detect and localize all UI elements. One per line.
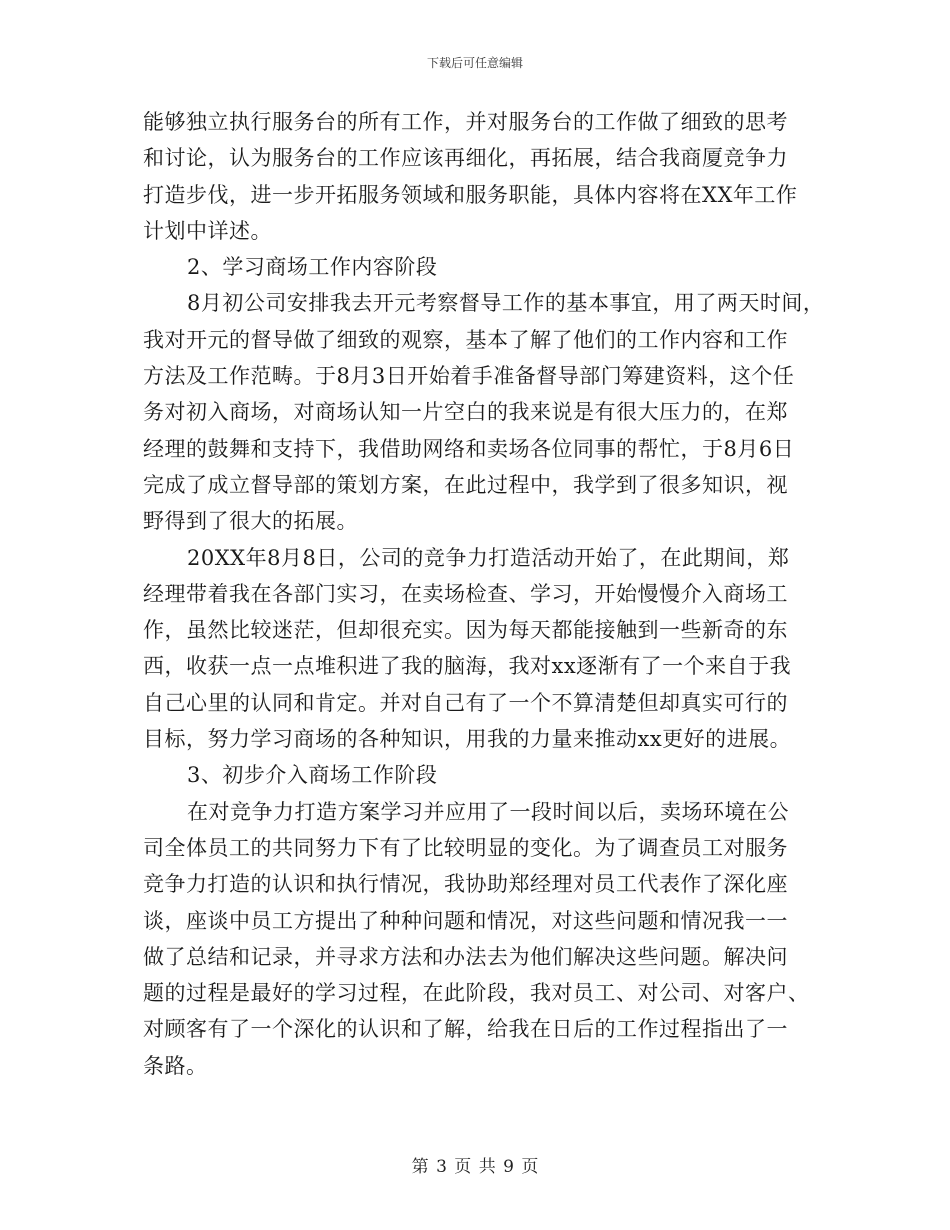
text-line: 务对初入商场，对商场认知一片空白的我来说是有很大压力的，在郑	[143, 400, 788, 425]
text-line: 8月初公司安排我去开元考察督导工作的基本事宜，用了两天时间，	[187, 291, 825, 316]
text-line: 目标，努力学习商场的各种知识，用我的力量来推动xx更好的进展。	[143, 727, 792, 752]
text-line: 题的过程是最好的学习过程，在此阶段，我对员工、对公司、对客户、	[143, 981, 810, 1006]
text-line: 司全体员工的共同努力下有了比较明显的变化。为了调查员工对服务	[143, 835, 788, 860]
text-line: 2、学习商场工作内容阶段	[187, 255, 438, 280]
text-line: 能够独立执行服务台的所有工作，并对服务台的工作做了细致的思考	[143, 110, 788, 134]
document-body	[143, 104, 843, 1084]
text-line: 在对竞争力打造方案学习并应用了一段时间以后，卖场环境在公	[187, 799, 789, 824]
text-line: 谈，座谈中员工方提出了种种问题和情况，对这些问题和情况我一一	[143, 908, 788, 933]
text-line: 3、初步介入商场工作阶段	[187, 763, 438, 788]
text-line: 和讨论，认为服务台的工作应该再细化，再拓展，结合我商厦竞争力	[143, 146, 788, 171]
text-line: 做了总结和记录，并寻求方法和办法去为他们解决这些问题。解决问	[143, 944, 788, 969]
page-header: 下载后可任意编辑	[426, 56, 523, 70]
text-line: 方法及工作范畴。于8月3日开始着手准备督导部门筹建资料，这个任	[143, 364, 795, 389]
text-line: 竞争力打造的认识和执行情况，我协助郑经理对员工代表作了深化座	[143, 872, 788, 897]
text-line: 经理的鼓舞和支持下，我借助网络和卖场各位同事的帮忙，于8月6日	[143, 436, 795, 461]
text-line: 打造步伐，进一步开拓服务领域和服务职能，具体内容将在XX年工作	[143, 182, 798, 207]
text-line: 计划中详述。	[143, 218, 272, 243]
text-line: 完成了成立督导部的策划方案，在此过程中，我学到了很多知识，视	[143, 472, 788, 497]
text-line: 条路。	[143, 1053, 208, 1078]
text-line: 对顾客有了一个深化的认识和了解，给我在日后的工作过程指出了一	[143, 1017, 788, 1042]
text-line: 作，虽然比较迷茫，但却很充实。因为每天都能接触到一些新奇的东	[143, 618, 788, 643]
text-line: 西，收获一点一点堆积进了我的脑海，我对xx逐渐有了一个来自于我	[143, 654, 792, 679]
text-line: 野得到了很大的拓展。	[143, 509, 358, 534]
text-line: 20XX年8月8日，公司的竞争力打造活动开始了，在此期间，郑	[187, 545, 790, 570]
text-line: 我对开元的督导做了细致的观察，基本了解了他们的工作内容和工作	[143, 327, 788, 352]
text-line: 经理带着我在各部门实习，在卖场检查、学习，开始慢慢介入商场工	[143, 581, 788, 606]
text-line: 自己心里的认同和肯定。并对自己有了一个不算清楚但却真实可行的	[143, 690, 788, 715]
page-footer: 第 3 页 共 9 页	[411, 1157, 539, 1177]
